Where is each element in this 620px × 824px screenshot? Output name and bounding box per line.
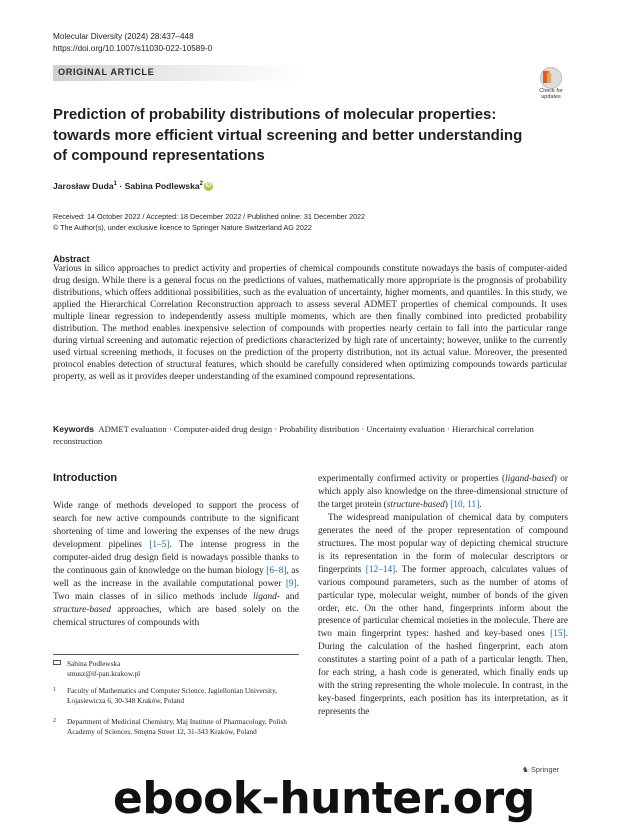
- publisher-name: Springer: [530, 765, 560, 774]
- article-type-banner: [53, 65, 303, 81]
- citation-link[interactable]: [12–14]: [365, 564, 396, 575]
- affiliation-marker: 2: [199, 181, 203, 188]
- watermark-text: ebook-hunter.org: [113, 773, 535, 824]
- body-column-left: [53, 500, 299, 630]
- copyright-line: © The Author(s), under exclusive licence to Springer Nature Switzerland AG 2022: [53, 222, 312, 232]
- body-column-right: [318, 473, 568, 719]
- author-name[interactable]: Sabina Podlewska: [124, 181, 200, 191]
- text-run: . Two main classes of in silico methods include: [53, 578, 299, 602]
- corresponding-author-text: [67, 659, 299, 678]
- author-name[interactable]: Jarosław Duda: [53, 181, 114, 191]
- paper-title: Prediction of probability distributions of molecular properties: towards more efficient virtual screening and better understanding of compound representations: [53, 106, 523, 164]
- text-run: .: [479, 499, 482, 510]
- author-list: [53, 181, 213, 191]
- keywords-label: Keywords: [53, 424, 95, 434]
- text-run: . During the calculation of the hashed fingerprint, each atom constitutes a starting point of a path of a particular length. Then, for each string, a hash code is generated, which finally ends up with the string representing the whole molecule. In contrast, in the key-based fingerprints, each position has its interpretation, as it represents the: [318, 629, 568, 718]
- text-run: ) or which apply also knowledge on the three-dimensional structure of the target protein (: [318, 474, 569, 510]
- article-type-label: ORIGINAL ARTICLE: [58, 67, 155, 77]
- paragraph: [318, 512, 568, 719]
- text-run-italic: ligand-: [253, 591, 280, 602]
- affiliation-text: Department of Medicinal Chemistry, Maj Institute of Pharmacology, Polish Academy of Sciences, Smętna Street 12, 31-343 Kraków, Poland: [67, 717, 287, 736]
- author-separator: ·: [117, 181, 125, 191]
- citation-link[interactable]: [15]: [550, 629, 566, 640]
- text-run: ): [444, 499, 451, 510]
- affiliation-marker: 1: [113, 181, 117, 188]
- text-run-italic: ligand-based: [505, 474, 554, 484]
- text-run: , as well as the increase in the available computational power: [53, 565, 299, 589]
- corresponding-author-email[interactable]: smusz@if-pan.krakow.pl: [67, 668, 141, 678]
- text-run: and: [279, 591, 299, 602]
- doi-link[interactable]: https://doi.org/10.1007/s11030-022-10589-0: [53, 44, 213, 53]
- paragraph: [318, 473, 568, 512]
- text-run: . The former approach, calculates values of various compound parameters, such as the number of atoms of particular type, molecular weight, number of bonds of the given order, etc. On the other hand, fingerprints inform about the presence of particular chemical moieties in the molecule. There are two main fingerprint types: hashed and key-based ones: [318, 564, 569, 640]
- publication-history: [53, 212, 365, 234]
- footnote-number: 2: [53, 718, 56, 724]
- citation-link[interactable]: [6–8]: [266, 565, 287, 576]
- abstract-text: Various in silico approaches to predict activity and properties of chemical compounds constitute nowadays the basis of computer-aided drug design. While there is a general focus on the predictions of values, mathematically more appropriate is the prognosis of probability distributions, which offers additional possibilities, such as the evaluation of uncertainty, higher moments, and quantiles. In this study, we applied the Hierarchical Correlation Reconstruction approach to assess several ADMET properties of chemical compounds. It uses multiple linear regression to independently assess multiple moments, which are then finally combined into predicted probability distribution. The method enables inexpensive selection of compounds with properties nearly certain to fall into the particular range during virtual screening and automatic rejection of predictions characterized by high rate of uncertainty; however, unlike to the currently used virtual screening methods, it focuses on the prediction of the property distribution, not its actual value. Moreover, the presented protocol enables detection of structural features, which should be carefully considered when optimizing compounds towards particular property, as well as it provides deeper understanding of the examined compound representations.: [53, 264, 567, 382]
- keywords: [53, 424, 567, 447]
- abstract-heading: Abstract: [53, 254, 90, 264]
- corresponding-author-name: Sabina Podlewska: [67, 659, 121, 668]
- text-run: approaches, which are based solely on the chemical structures of compounds with: [53, 604, 299, 628]
- footnote-divider: [53, 654, 299, 655]
- check-updates-label: Check for updates: [539, 88, 563, 100]
- citation-link[interactable]: [10, 11]: [450, 499, 480, 510]
- text-run: . The intense progress in the computer-aided drug design field is nowadays possible thanks to the continuous gain of knowledge on the human biology: [53, 539, 300, 576]
- citation-link[interactable]: [1–5]: [149, 539, 170, 550]
- check-for-updates-badge[interactable]: [535, 67, 567, 101]
- section-heading-introduction: Introduction: [53, 472, 118, 484]
- mail-icon: [53, 660, 61, 665]
- affiliation-text: Faculty of Mathematics and Computer Science, Jagiellonian University, Łojasiewicza 6, 30-348 Kraków, Poland: [67, 686, 278, 705]
- text-run-italic: structure-based: [386, 499, 445, 510]
- orcid-icon[interactable]: iD: [205, 183, 212, 190]
- paragraph: [53, 500, 299, 630]
- dates-line: Received: 14 October 2022 / Accepted: 18 December 2022 / Published online: 31 December 2022: [53, 212, 366, 221]
- journal-citation: Molecular Diversity (2024) 28:437–448: [53, 32, 194, 41]
- journal-header: [53, 31, 212, 55]
- text-run: The widespread manipulation of chemical data by computers generates the need of the proper representation of compound structures. The most popular way of depicting chemical structure is its representation in the form of molecular descriptors or fingerprints: [318, 512, 568, 575]
- text-run-italic: structure-based: [53, 604, 112, 615]
- springer-horse-icon: ♞: [522, 765, 529, 774]
- text-run: experimentally confirmed activity or properties (: [318, 474, 506, 484]
- bookmark-icon-accent: [547, 73, 551, 83]
- keywords-list: ADMET evaluation · Computer-aided drug design · Probability distribution · Uncertainty evaluation · Hierarchical correlation reconstruction: [53, 424, 534, 446]
- watermark: [0, 773, 620, 824]
- citation-link[interactable]: [9]: [285, 578, 297, 589]
- footnote-number: 1: [53, 687, 56, 693]
- text-run: Wide range of methods developed to support the process of search for new active compounds contribute to the significant shortening of time and lowering the expenses of the new drugs development pipelines: [53, 501, 299, 550]
